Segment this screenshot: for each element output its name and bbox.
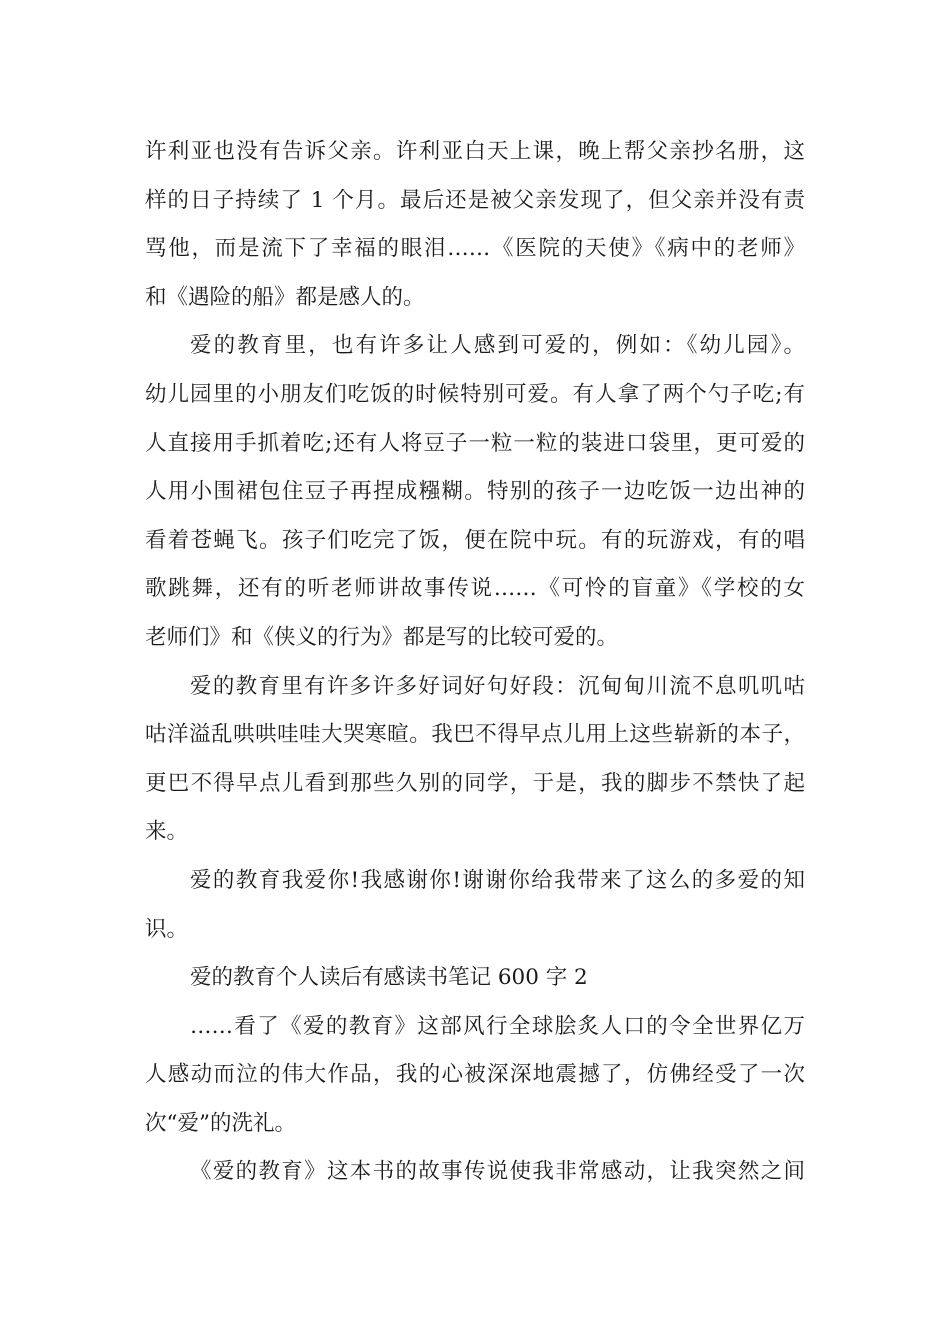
text-line: 和《遇险的船》都是感人的。 [145,284,425,310]
text-line: 爱的教育里有许多许多好词好句好段：沉甸甸川流不息叽叽咕 [190,673,805,699]
text-line: 来。 [145,819,189,845]
text-line: 老师们》和《侠义的行为》都是写的比较可爱的。 [145,624,619,650]
text-line: 《爱的教育》这本书的故事传说使我非常感动，让我突然之间 [190,1159,805,1185]
text-line: 看着苍蝇飞。孩子们吃完了饭，便在院中玩。有的玩游戏，有的唱 [145,527,805,553]
text-line: 爱的教育个人读后有感读书笔记 600 字 2 [190,965,588,991]
text-line: 许利亚也没有告诉父亲。许利亚白天上课，晚上帮父亲抄名册，这 [145,139,805,164]
text-line: 更巴不得早点儿看到那些久别的同学，于是，我的脚步不禁快了起 [145,770,805,796]
text-line: 幼儿园里的小朋友们吃饭的时候特别可爱。有人拿了两个勺子吃;有 [145,381,805,407]
text-line: 人感动而泣的伟大作品，我的心被深深地震撼了，仿佛经受了一次 [145,1062,805,1088]
text-line: 歌跳舞，还有的听老师讲故事传说……《可怜的盲童》《学校的女 [145,576,805,602]
text-line: 样的日子持续了 1 个月。最后还是被父亲发现了，但父亲并没有责 [145,187,805,213]
text-line: 咕洋溢乱哄哄哇哇大哭寒暄。我巴不得早点儿用上这些崭新的本子， [145,722,805,748]
text-line: 爱的教育我爱你!我感谢你!谢谢你给我带来了这么的多爱的知 [190,867,805,893]
text-line: 人用小围裙包住豆子再捏成糨糊。特别的孩子一边吃饭一边出神的 [145,479,805,505]
text-line: 爱的教育里，也有许多让人感到可爱的，例如：《幼儿园》。 [190,333,805,359]
text-line: 识。 [145,916,189,942]
text-line: 骂他，而是流下了幸福的眼泪……《医院的天使》《病中的老师》 [145,236,805,262]
text-line: 次“爱”的洗礼。 [145,1110,296,1136]
text-line: 人直接用手抓着吃;还有人将豆子一粒一粒的装进口袋里，更可爱的 [145,430,805,456]
document-body [145,128,805,1197]
text-line: ……看了《爱的教育》这部风行全球脍炙人口的令全世界亿万 [190,1013,805,1039]
